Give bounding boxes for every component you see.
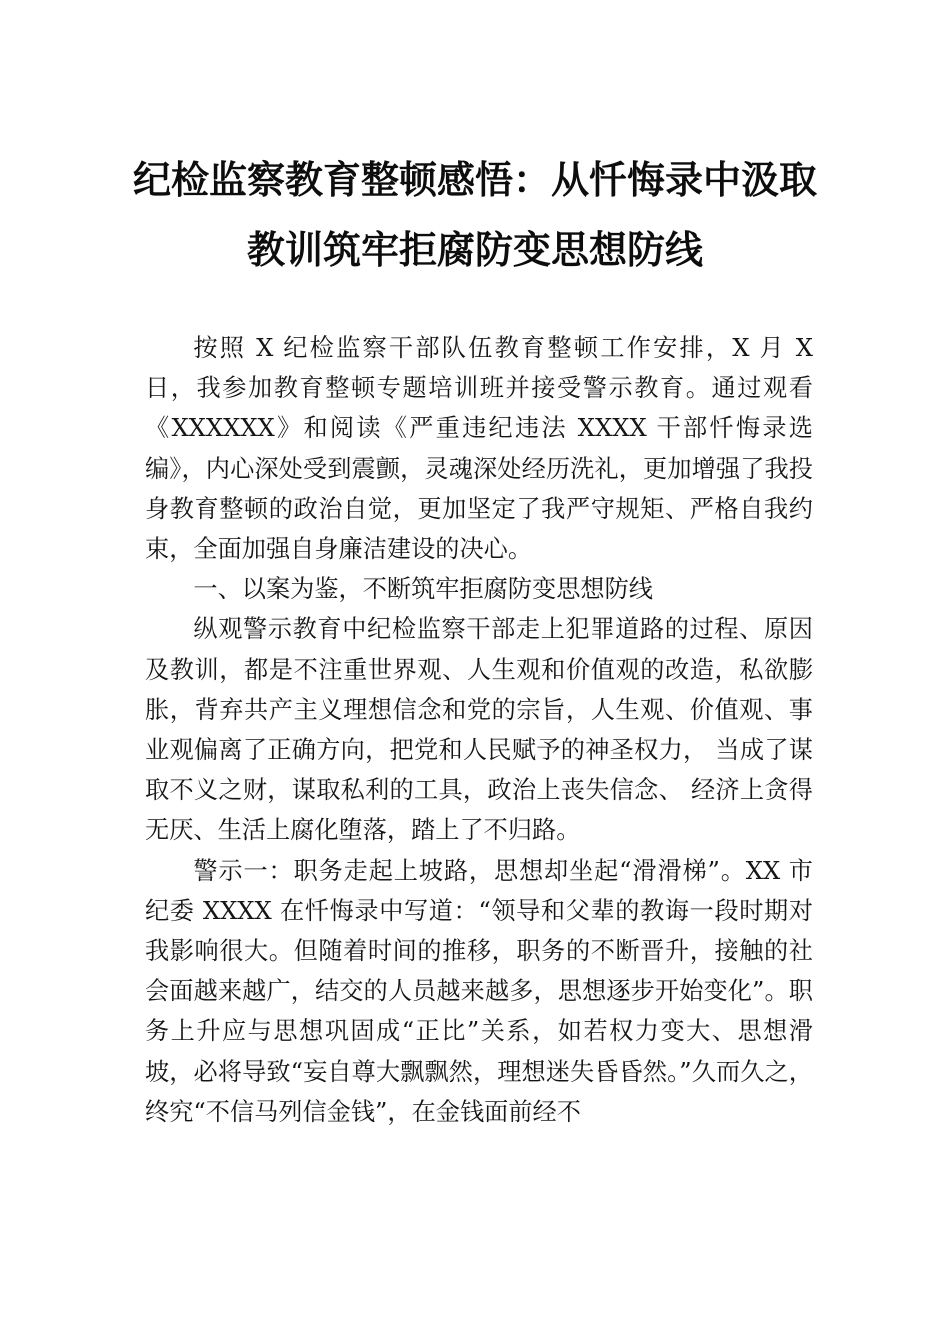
paragraph-warning-1: 警示一：职务走起上坡路，思想却坐起“滑滑梯”。XX 市纪委 XXXX 在忏悔录中写道：“领导和父辈的教诲一段时期对我影响很大。但随着时间的推移，职务的不断晋升，接触的社会面越来越广，结交的人员越来越多，思想逐步开始变化”。职务上升应与思想巩固成“正比”关系，如若权力变大、思想滑坡，必将导致“妄自尊大飘飘然，理想迷失昏昏然。”久而久之，终究“不信马列信金钱”，在金钱面前经不: [145, 856, 813, 1126]
paragraph-overview: 纵观警示教育中纪检监察干部走上犯罪道路的过程、原因及教训，都是不注重世界观、人生观和价值观的改造，私欲膨胀，背弃共产主义理想信念和党的宗旨，人生观、价值观、事业观偏离了正确方向，把党和人民赋予的神圣权力， 当成了谋取不义之财，谋取私利的工具，政治上丧失信念、 经济上贪得无厌、生活上腐化堕落，踏上了不归路。: [145, 615, 813, 845]
document-title-line-1: 纪检监察教育整顿感悟：从忏悔录中汲取: [132, 157, 817, 202]
section-heading-1: 一、以案为鉴，不断筑牢拒腐防变思想防线: [193, 575, 653, 604]
paragraph-intro: 按照 X 纪检监察干部队伍教育整顿工作安排，X 月 X 日，我参加教育整顿专题培训班并接受警示教育。通过观看《XXXXXX》和阅读《严重违纪违法 XXXX 干部忏悔录选编》，内心深处受到震颤，灵魂深处经历洗礼，更加增强了我投身教育整顿的政治自觉，更加坚定了我严守规矩、严格自我约束，全面加强自身廉洁建设的决心。: [145, 334, 813, 564]
document-title-line-2: 教训筑牢拒腐防变思想防线: [246, 227, 703, 272]
document-body: [145, 328, 813, 1132]
